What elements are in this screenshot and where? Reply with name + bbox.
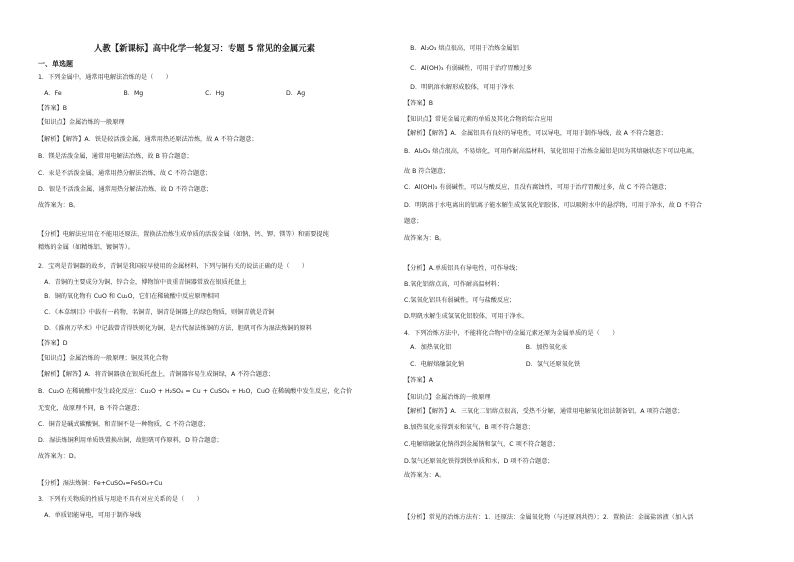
left-text-line: 故答案为：D。 bbox=[38, 453, 80, 460]
right-text-line: C．Al(OH)₃ 有弱碱性，可用于治疗胃酸过多 bbox=[404, 65, 533, 72]
page-title: 人教【新课标】高中化学一轮复习：专题 5 常见的金属元素 bbox=[94, 43, 316, 53]
right-text-line: 故答案为：B。 bbox=[404, 235, 446, 242]
left-text-line: B．镁是活泼金属，通常用电解法冶炼，故 B 符合题意； bbox=[38, 153, 193, 160]
left-text-line: 【解析】【解答】A．将青铜器放在银质托盘上，青铜器容易生成铜绿，A 不符合题意； bbox=[38, 371, 275, 378]
right-text-line: C.电解熔融氯化钠得到金属钠和氯气，C 项不符合题意； bbox=[404, 441, 559, 448]
left-text-line: 无变化，故原理不同，B 不符合题意； bbox=[38, 405, 144, 412]
right-text-line: C.氢氧化铝具有弱碱性，可与盐酸反应； bbox=[404, 297, 516, 304]
left-text-line: 2．宝鸡是青铜器的故乡，青铜是我国较早使用的金属材料，下列与铜有关的说法正确的是（ ） bbox=[38, 263, 308, 270]
right-text-line: 【知识点】常见金属元素的单质及其化合物的综合应用 bbox=[404, 116, 553, 123]
left-text-line: B．铜的氧化物有 CuO 和 Cu₂O，它们在稀硫酸中反应原理相同 bbox=[38, 293, 220, 300]
right-text-line: D.明矾水解生成氢氧化铝胶体，可用于净水。 bbox=[404, 313, 529, 320]
right-text-line: 【解析】【解答】A．金属铝具有良好的导电性，可以导电，可用于制作导线，故 A 不符合题意； bbox=[404, 130, 667, 137]
left-text-line: 故答案为：B。 bbox=[38, 202, 80, 209]
left-text-line: C．铜青是碱式碳酸铜，和青铜不是一种物质，C 不符合题意； bbox=[38, 421, 210, 428]
right-text-line: 【分析】A.单质铝具有导电性，可作导线； bbox=[404, 265, 522, 272]
left-text-line: 【分析】湿法炼铜：Fe+CuSO₄=FeSO₄+Cu bbox=[38, 480, 163, 487]
left-text-line: A．Fe B．Mg C．Hg D．Ag bbox=[38, 90, 306, 97]
left-text-line: B．Cu₂O 在稀硫酸中发生歧化反应：Cu₂O + H₂SO₄ = Cu + CuSO₄ + H₂O，CuO 在稀硫酸中发生反应，化合价 bbox=[38, 388, 353, 395]
right-text-line: B．Al₂O₃ 熔点很高，可用于冶炼金属铝 bbox=[404, 45, 519, 52]
left-text-line: 【解析】【解答】A．铁是较活泼金属，通常用热还原法冶炼，故 A 不符合题意； bbox=[38, 136, 258, 143]
right-text-line: 【知识点】金属冶炼的一般原理 bbox=[404, 394, 491, 401]
right-text-line: D．明矾溶于水电离出的铝离子能水解生成氢氧化铝胶体，可以吸附水中的悬浮物，可用于净水，故 D 不符合 bbox=[404, 202, 703, 209]
right-text-line: 【答案】A bbox=[404, 377, 433, 384]
right-text-line: A．加热氧化铝 B．加热氧化汞 bbox=[404, 344, 568, 351]
left-text-line: 【答案】D bbox=[38, 340, 68, 347]
left-text-line: A．青铜的主要成分为铜、锌合金，博物馆中贵重青铜器常放在银质托盘上 bbox=[38, 279, 247, 286]
left-text-line: 精炼的金属（如精炼铝、镀铜等）。 bbox=[38, 244, 134, 251]
right-text-line: D.氢气还原氧化铁得到铁单质和水，D 项不符合题意； bbox=[404, 458, 554, 465]
left-text-line: D．银是不活泼金属，通常用热分解法冶炼，故 D 不符合题意； bbox=[38, 186, 213, 193]
right-text-line: C．Al(OH)₃ 有弱碱性，可以与酸反应，且没有腐蚀性，可用于治疗胃酸过多，故 C 不符合题意； bbox=[404, 184, 671, 191]
left-text-line: 【分析】电解法应用在不能用还原法、置换法冶炼生成单质的活泼金属（如钠、钙、钾、镁等）和需要提纯 bbox=[38, 231, 329, 238]
left-text-line: 【答案】B bbox=[38, 105, 67, 112]
left-text-line: 【知识点】金属冶炼的一般原理 bbox=[38, 119, 125, 126]
left-text-line: C．《本草纲目》中载有一药物，名铜青，铜青是铜器上的绿色物质，则铜青就是青铜 bbox=[38, 309, 275, 316]
right-text-line: 故答案为：A。 bbox=[404, 472, 446, 479]
right-text-line: 【分析】常见的冶炼方法有：1．还原法：金属氧化物（与还原剂共热）；2．置换法：金属盐溶液（加入活 bbox=[404, 514, 694, 521]
right-text-line: 题意； bbox=[404, 218, 423, 225]
right-text-line: B.氧化铝熔点高，可作耐高温材料； bbox=[404, 281, 504, 288]
right-text-line: B.加热氧化汞得到汞和氧气，B 项不符合题意； bbox=[404, 424, 534, 431]
left-text-line: 3．下列有关物质的性质与用途不具有对应关系的是（ ） bbox=[38, 496, 203, 503]
left-text-line: 【知识点】金属冶炼的一般原理；铜及其化合物 bbox=[38, 355, 168, 362]
right-text-line: 故 B 符合题意； bbox=[404, 168, 450, 175]
right-text-line: 【答案】B bbox=[404, 100, 433, 107]
right-text-line: D．明矾溶水解形成胶体，可用于净水 bbox=[404, 84, 514, 91]
section-heading: 一、单选题 bbox=[38, 60, 73, 68]
right-text-line: 【解析】【解答】A．三氧化二铝熔点很高，受热不分解，通常用电解氧化铝法制备铝，A 项符合题意； bbox=[404, 408, 684, 415]
left-text-line: C．汞是不活泼金属，通常用热分解法冶炼，故 C 不符合题意； bbox=[38, 170, 212, 177]
left-text-line: D．《淮南万毕术》中记载曾青得铁则化为铜，是古代湿法炼铜的方法，胆矾可作为湿法炼铜的原料 bbox=[38, 325, 312, 332]
left-text-line: 1．下列金属中，通常用电解法冶炼的是（ ） bbox=[38, 74, 172, 81]
right-text-line: C．电解熔融氯化钠 D．氢气还原氧化铁 bbox=[404, 361, 581, 368]
right-text-line: 4．下列冶炼方法中，不能将化合物中的金属元素还原为金属单质的是（ ） bbox=[404, 330, 619, 337]
left-text-line: D．湿法炼铜利用单质铁置换出铜，故胆矾可作原料，D 符合题意； bbox=[38, 437, 223, 444]
right-text-line: B．Al₂O₃ 熔点很高，不易熔化，可用作耐高温材料，氧化铝用于冶炼金属铝是因为其熔融状态下可以电离， bbox=[404, 148, 699, 155]
left-text-line: A．单质铝能导电，可用于制作导线 bbox=[38, 512, 142, 519]
